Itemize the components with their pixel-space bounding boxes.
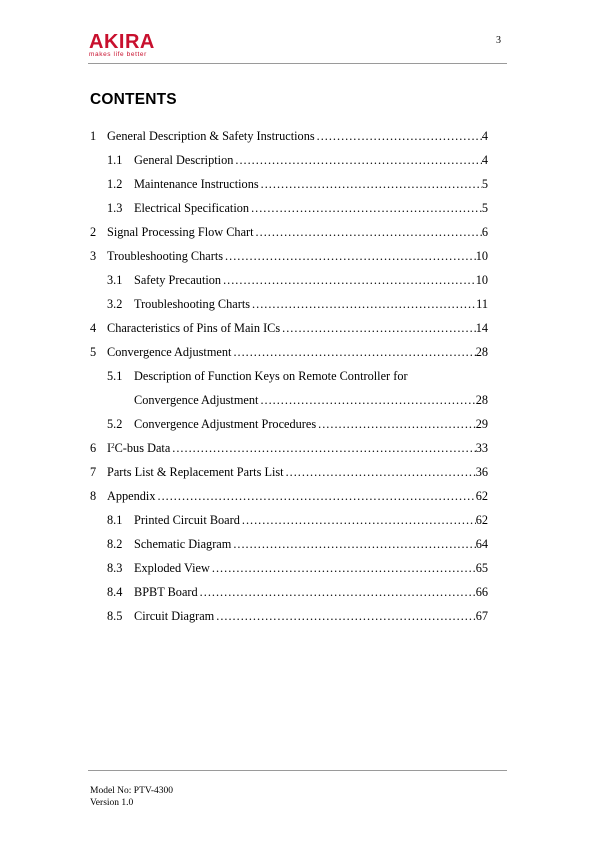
toc-page: 4 <box>481 129 488 143</box>
toc-leader <box>250 295 476 319</box>
toc-entry[interactable] <box>90 487 488 511</box>
toc-title-superscript: 2 <box>111 442 115 450</box>
toc-title: Circuit Diagram <box>134 609 215 623</box>
toc-title: Troubleshooting Charts <box>134 297 251 311</box>
toc-page: 64 <box>475 537 488 551</box>
toc-number: 4 <box>90 321 97 335</box>
toc-title: Convergence Adjustment <box>107 345 232 359</box>
toc-leader <box>223 247 476 271</box>
toc-entry[interactable] <box>90 607 488 631</box>
toc-number: 1 <box>90 129 97 143</box>
toc-title: Troubleshooting Charts <box>107 249 224 263</box>
toc-number: 5.2 <box>107 417 123 431</box>
toc-title: Parts List & Replacement Parts List <box>107 465 284 479</box>
toc-number: 1.3 <box>107 201 123 215</box>
toc-number: 8.1 <box>107 513 123 527</box>
toc-title: C-bus Data <box>114 441 171 455</box>
table-of-contents <box>90 127 488 631</box>
toc-leader <box>214 607 475 631</box>
toc-entry[interactable] <box>90 127 488 151</box>
toc-page: 65 <box>475 561 488 575</box>
version: Version 1.0 <box>90 798 134 808</box>
toc-entry[interactable] <box>90 295 488 319</box>
toc-entry[interactable] <box>90 463 488 487</box>
toc-number: 3 <box>90 249 97 263</box>
toc-entry[interactable] <box>90 511 488 535</box>
toc-title: Safety Precaution <box>134 273 222 287</box>
toc-entry[interactable] <box>90 175 488 199</box>
page-number: 3 <box>496 35 501 46</box>
toc-title: Appendix <box>107 489 156 503</box>
toc-number: 5 <box>90 345 97 359</box>
toc-entry[interactable] <box>90 319 488 343</box>
toc-title: Description of Function Keys on Remote Controller for <box>134 369 408 383</box>
toc-leader <box>240 511 476 535</box>
toc-entry[interactable] <box>90 343 488 367</box>
toc-title: General Description & Safety Instructions <box>107 129 315 143</box>
toc-leader <box>231 343 475 367</box>
toc-leader <box>254 223 482 247</box>
toc-page: 5 <box>481 201 488 215</box>
toc-page: 6 <box>481 225 488 239</box>
toc-title: Signal Processing Flow Chart <box>107 225 254 239</box>
toc-number: 8.4 <box>107 585 123 599</box>
toc-number: 6 <box>90 441 97 455</box>
toc-page: 10 <box>475 273 488 287</box>
toc-number: 1.1 <box>107 153 123 167</box>
brand-name: AKIRA <box>89 31 155 53</box>
toc-entry[interactable] <box>90 439 488 463</box>
toc-page: 14 <box>475 321 488 335</box>
toc-entry[interactable] <box>90 223 488 247</box>
toc-entry-continuation[interactable] <box>90 391 488 415</box>
toc-page: 4 <box>481 153 488 167</box>
toc-leader <box>259 175 482 199</box>
footer <box>90 785 173 809</box>
toc-number: 7 <box>90 465 97 479</box>
toc-leader <box>156 487 476 511</box>
toc-page: 10 <box>475 249 488 263</box>
toc-page: 62 <box>475 513 488 527</box>
toc-leader <box>249 199 482 223</box>
toc-number: 3.2 <box>107 297 123 311</box>
toc-page: 11 <box>476 297 488 311</box>
toc-title: Schematic Diagram <box>134 537 232 551</box>
toc-entry[interactable] <box>90 271 488 295</box>
toc-number: 5.1 <box>107 369 123 383</box>
toc-entry[interactable] <box>90 247 488 271</box>
toc-entry[interactable] <box>90 535 488 559</box>
toc-page: 28 <box>475 393 488 407</box>
toc-leader <box>231 535 475 559</box>
toc-leader <box>284 463 476 487</box>
brand-tagline: makes life better <box>89 51 147 58</box>
toc-title: Electrical Specification <box>134 201 250 215</box>
toc-title-prefix: I <box>107 441 112 455</box>
toc-title: Characteristics of Pins of Main ICs <box>107 321 281 335</box>
toc-page: 33 <box>475 441 488 455</box>
toc-page: 5 <box>481 177 488 191</box>
akira-logo <box>89 33 169 59</box>
toc-number: 8.3 <box>107 561 123 575</box>
toc-title: Maintenance Instructions <box>134 177 259 191</box>
toc-entry[interactable] <box>90 367 488 391</box>
toc-entry[interactable] <box>90 559 488 583</box>
toc-title: Printed Circuit Board <box>134 513 240 527</box>
toc-entry[interactable] <box>90 583 488 607</box>
footer-divider <box>88 770 507 771</box>
toc-leader <box>233 151 481 175</box>
toc-leader <box>210 559 476 583</box>
toc-entry[interactable] <box>90 415 488 439</box>
toc-title: Convergence Adjustment Procedures <box>134 417 317 431</box>
toc-leader <box>280 319 476 343</box>
toc-number: 1.2 <box>107 177 123 191</box>
toc-number: 8.5 <box>107 609 123 623</box>
toc-page: 62 <box>475 489 488 503</box>
toc-title-wrapper <box>107 439 170 463</box>
toc-title: General Description <box>134 153 234 167</box>
toc-title: BPBT Board <box>134 585 198 599</box>
toc-number: 3.1 <box>107 273 123 287</box>
toc-entry[interactable] <box>90 199 488 223</box>
toc-leader <box>315 127 482 151</box>
toc-leader <box>221 271 476 295</box>
toc-leader <box>316 415 476 439</box>
toc-number: 8 <box>90 489 97 503</box>
toc-entry[interactable] <box>90 151 488 175</box>
toc-page: 36 <box>475 465 488 479</box>
toc-leader <box>258 391 475 415</box>
toc-number: 2 <box>90 225 97 239</box>
toc-leader <box>170 439 475 463</box>
toc-number: 8.2 <box>107 537 123 551</box>
toc-page: 28 <box>475 345 488 359</box>
header-divider <box>88 63 507 64</box>
toc-leader <box>198 583 476 607</box>
toc-page: 66 <box>475 585 488 599</box>
model-number: Model No: PTV-4300 <box>90 786 174 796</box>
toc-title: Convergence Adjustment <box>134 393 259 407</box>
page-title: CONTENTS <box>90 91 177 108</box>
toc-page: 29 <box>475 417 488 431</box>
toc-page: 67 <box>475 609 488 623</box>
toc-title: Exploded View <box>134 561 210 575</box>
